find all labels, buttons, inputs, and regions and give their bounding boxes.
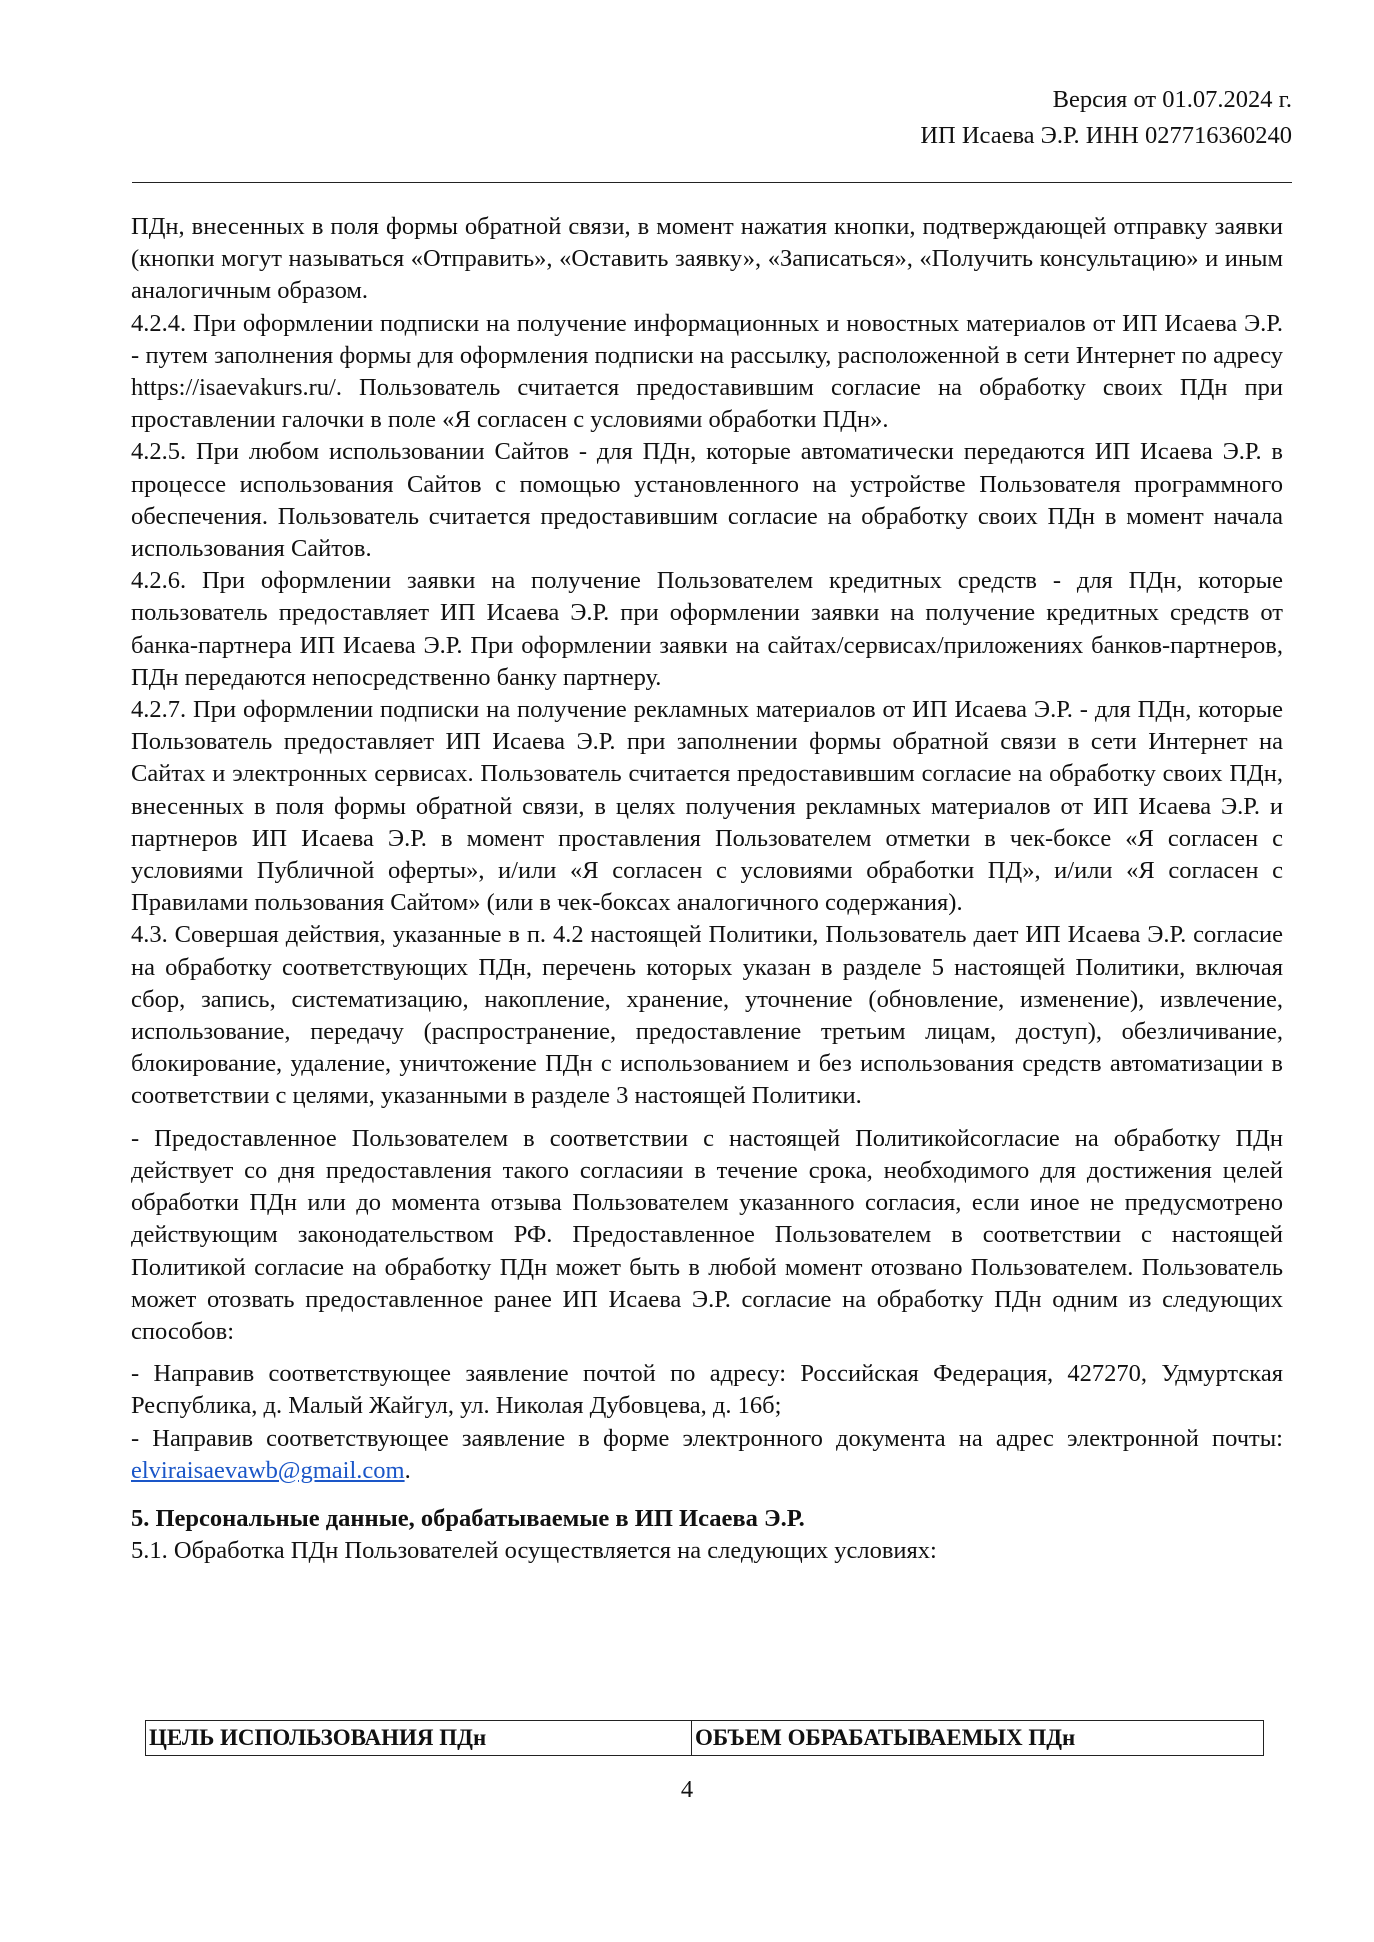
- paragraph-revoke-mail: - Направив соответствующее заявление почтой по адресу: Российская Федерация, 427270, Удмуртская Республика, д. Малый Жайгул, ул. Николая Дубовцева, д. 16б;: [131, 1360, 1283, 1420]
- paragraph-intro: ПДн, внесенных в поля формы обратной связи, в момент нажатия кнопки, подтверждающей отправку заявки (кнопки могут называться «Отправить», «Оставить заявку», «Записаться», «Получить консультацию» и иным аналогичным образом.: [131, 213, 1283, 305]
- paragraph-4-3: 4.3. Совершая действия, указанные в п. 4.2 настоящей Политики, Пользователь дает ИП Исаева Э.Р. согласие на обработку соответствующих ПДн, перечень которых указан в разделе 5 настоящей Политики, включая сбор, запись, систематизацию, накопление, хранение, уточнение (обновление, изменение), извлечение, использование, передачу (распространение, предоставление третьим лицам, доступ), обезличивание, блокирование, удаление, уничтожение ПДн с использованием и без использования средств автоматизации в соответствии с целями, указанными в разделе 3 настоящей Политики.: [131, 921, 1283, 1110]
- page-header: [920, 82, 1292, 154]
- owner-info: ИП Исаева Э.Р. ИНН 027716360240: [920, 122, 1292, 149]
- document-body: [131, 211, 1283, 1567]
- table-header-row: [146, 1721, 1264, 1756]
- table-header-purpose: ЦЕЛЬ ИСПОЛЬЗОВАНИЯ ПДн: [146, 1721, 692, 1756]
- version-date: Версия от 01.07.2024 г.: [1052, 86, 1292, 113]
- page-number: 4: [680, 1776, 694, 1803]
- paragraph-4-2-5: 4.2.5. При любом использовании Сайтов - для ПДн, которые автоматически передаются ИП Исаева Э.Р. в процессе использования Сайтов с помощью установленного на устройстве Пользователя программного обеспечения. Пользователь считается предоставившим согласие на обработку своих ПДн в момент начала использования Сайтов.: [131, 438, 1283, 563]
- paragraph-consent: - Предоставленное Пользователем в соответствии с настоящей Политикойсогласие на обработку ПДн действует со дня предоставления такого согласияи в течение срока, необходимого для достижения целей обработки ПДн или до момента отзыва Пользователем указанного согласия, если иное не предусмотрено действующим законодательством РФ. Предоставленное Пользователем в соответствии с настоящей Политикой согласие на обработку ПДн может быть в любой момент отозвано Пользователем. Пользователь может отозвать предоставленное ранее ИП Исаева Э.Р. согласие на обработку ПДн одним из следующих способов:: [131, 1124, 1283, 1345]
- header-divider: [132, 182, 1292, 183]
- email-link[interactable]: elviraisaevawb@gmail.com: [131, 1456, 405, 1484]
- paragraph-5-1: 5.1. Обработка ПДн Пользователей осуществляется на следующих условиях:: [131, 1537, 937, 1565]
- paragraph-4-2-6: 4.2.6. При оформлении заявки на получение Пользователем кредитных средств - для ПДн, которые пользователь предоставляет ИП Исаева Э.Р. при оформлении заявки на получение кредитных средств от банка-партнера ИП Исаева Э.Р. При оформлении заявки на сайтах/сервисах/приложениях банков-партнеров, ПДн передаются непосредственно банку партнеру.: [131, 567, 1283, 691]
- revoke-email-end: .: [404, 1456, 411, 1484]
- table-header-volume: ОБЪЕМ ОБРАБАТЫВАЕМЫХ ПДн: [692, 1721, 1264, 1756]
- paragraph-4-2-7: 4.2.7. При оформлении подписки на получение рекламных материалов от ИП Исаева Э.Р. - для ПДн, которые Пользователь предоставляет ИП Исаева Э.Р. при заполнении формы обратной связи в сети Интернет на Сайтах и электронных сервисах. Пользователь считается предоставившим согласие на обработку своих ПДн, внесенных в поля формы обратной связи, в целях получения рекламных материалов от ИП Исаева Э.Р. и партнеров ИП Исаева Э.Р. в момент проставления Пользователем отметки в чек-боксе «Я согласен с условиями Публичной оферты», и/или «Я согласен с условиями обработки ПД», и/или «Я согласен с Правилами пользования Сайтом» (или в чек-боксах аналогичного содержания).: [131, 696, 1283, 917]
- section-5-heading: 5. Персональные данные, обрабатываемые в ИП Исаева Э.Р.: [131, 1504, 805, 1532]
- paragraph-4-2-4: 4.2.4. При оформлении подписки на получение информационных и новостных материалов от ИП Исаева Э.Р. - путем заполнения формы для оформления подписки на рассылку, расположенной в сети Интернет по адресу https://isaevakurs.ru/. Пользователь считается предоставившим согласие на обработку своих ПДн при проставлении галочки в поле «Я согласен с условиями обработки ПДн».: [131, 309, 1283, 434]
- pd-table: [145, 1720, 1264, 1756]
- paragraph-revoke-email: [131, 1423, 1283, 1487]
- revoke-email-text: - Направив соответствующее заявление в форме электронного документа на адрес электронной почты:: [131, 1424, 1283, 1452]
